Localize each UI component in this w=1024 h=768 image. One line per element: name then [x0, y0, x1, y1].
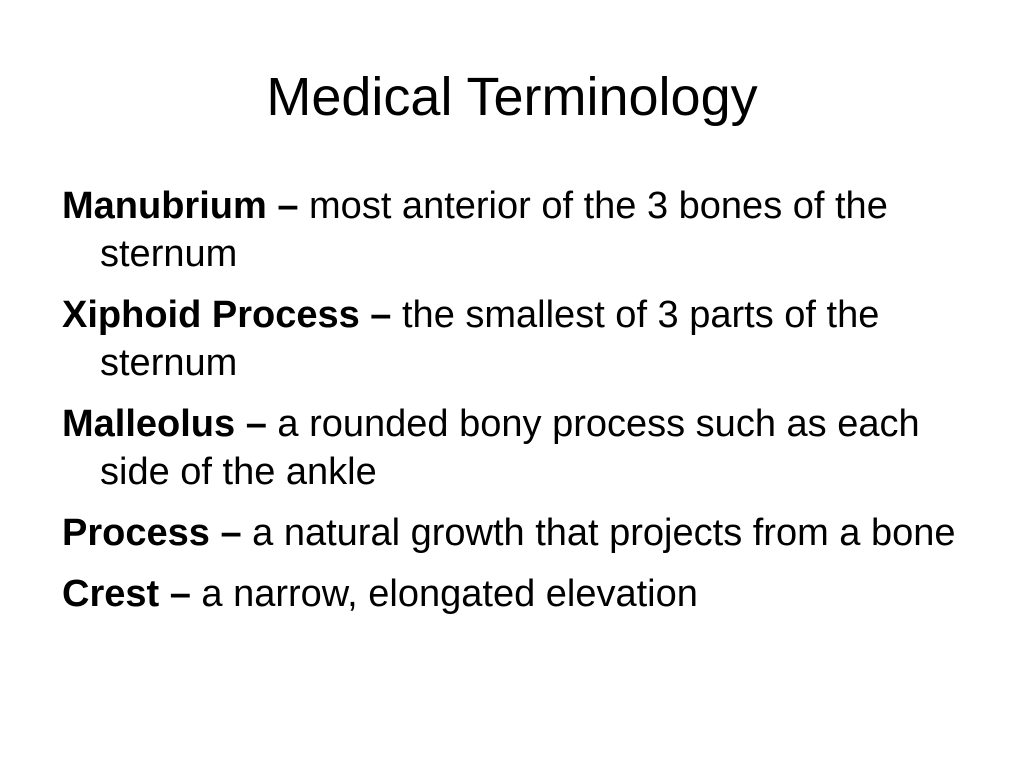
term-definition: a natural growth that projects from a bone [252, 512, 956, 554]
term-name: Xiphoid Process [62, 294, 360, 336]
term-name: Manubrium [62, 185, 267, 227]
term-item-xiphoid-process [62, 291, 962, 387]
term-name: Crest [62, 573, 160, 615]
term-separator: – [266, 185, 310, 227]
term-item-manubrium [62, 182, 962, 278]
slide-title: Medical Terminology [266, 67, 758, 127]
term-name: Malleolus [62, 403, 236, 445]
term-definition: the smallest of 3 parts of the sternum [100, 294, 880, 384]
term-list [62, 182, 962, 631]
term-name: Process [62, 512, 210, 554]
term-definition: most anterior of the 3 bones of the sternum [100, 185, 888, 275]
term-item-crest [62, 570, 962, 618]
term-definition: a rounded bony process such as each side of the ankle [100, 403, 920, 493]
term-separator: – [235, 403, 278, 445]
term-definition: a narrow, elongated elevation [201, 573, 698, 615]
term-item-malleolus [62, 400, 962, 496]
term-separator: – [209, 512, 253, 554]
term-separator: – [159, 573, 202, 615]
term-item-process [62, 509, 962, 557]
term-separator: – [359, 294, 402, 336]
